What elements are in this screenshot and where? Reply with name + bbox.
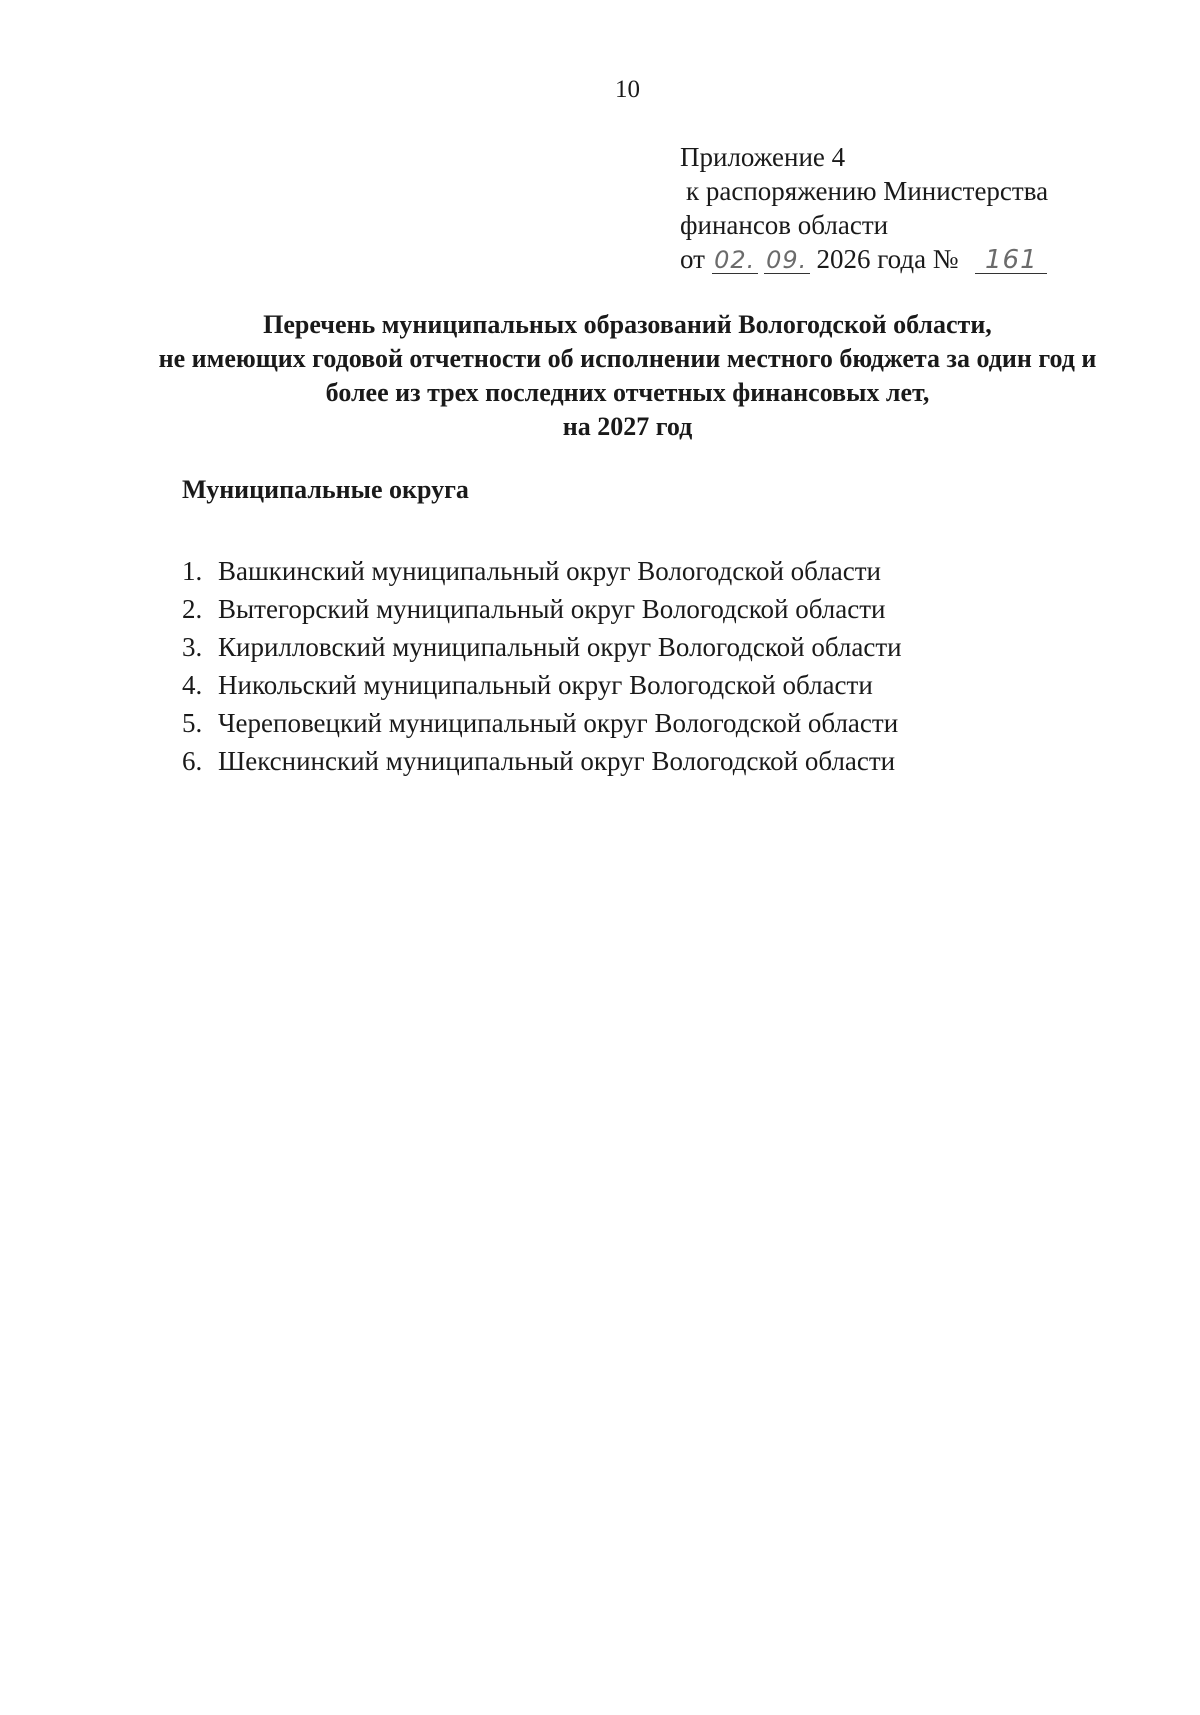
list-item bbox=[182, 628, 902, 666]
handwritten-day: 02. bbox=[712, 247, 758, 274]
appendix-date-line bbox=[680, 242, 1048, 276]
list-item-number: 3. bbox=[182, 632, 203, 662]
title-line-4: на 2027 год bbox=[562, 412, 693, 441]
page-number: 10 bbox=[615, 76, 640, 103]
date-year-suffix: 2026 года № bbox=[816, 244, 959, 274]
appendix-ministry: финансов области bbox=[680, 210, 889, 240]
list-item-number: 2. bbox=[182, 594, 203, 624]
list-item-number: 1. bbox=[182, 556, 203, 586]
title-line-3: более из трех последних отчетных финансовых лет, bbox=[325, 378, 930, 407]
section-heading: Муниципальные округа bbox=[182, 475, 469, 504]
list-item-number: 5. bbox=[182, 708, 203, 738]
list-item bbox=[182, 704, 902, 742]
list-item bbox=[182, 666, 902, 704]
document-title bbox=[0, 308, 1200, 444]
list-item-text: Шекснинский муниципальный округ Вологодской области bbox=[218, 746, 896, 776]
list-item-text: Череповецкий муниципальный округ Вологодской области bbox=[218, 708, 899, 738]
appendix-title: Приложение 4 bbox=[680, 142, 846, 172]
list-item bbox=[182, 590, 902, 628]
list-item-text: Вашкинский муниципальный округ Вологодской области bbox=[218, 556, 881, 586]
list-item-text: Никольский муниципальный округ Вологодской области bbox=[218, 670, 873, 700]
list-item-text: Вытегорский муниципальный округ Вологодской области bbox=[218, 594, 886, 624]
handwritten-month: 09. bbox=[764, 247, 810, 274]
title-line-1: Перечень муниципальных образований Вологодской области, bbox=[263, 310, 992, 339]
list-item-number: 4. bbox=[182, 670, 203, 700]
appendix-block bbox=[680, 140, 1048, 276]
handwritten-doc-number: 161 bbox=[975, 247, 1047, 274]
list-item bbox=[182, 552, 902, 590]
title-line-2: не имеющих годовой отчетности об исполнении местного бюджета за один год и bbox=[158, 344, 1097, 373]
municipality-list bbox=[182, 552, 902, 780]
appendix-order-ref: к распоряжению Министерства bbox=[686, 176, 1049, 206]
list-item bbox=[182, 742, 902, 780]
list-item-number: 6. bbox=[182, 746, 203, 776]
list-item-text: Кирилловский муниципальный округ Вологодской области bbox=[218, 632, 902, 662]
date-prefix: от bbox=[680, 244, 705, 274]
